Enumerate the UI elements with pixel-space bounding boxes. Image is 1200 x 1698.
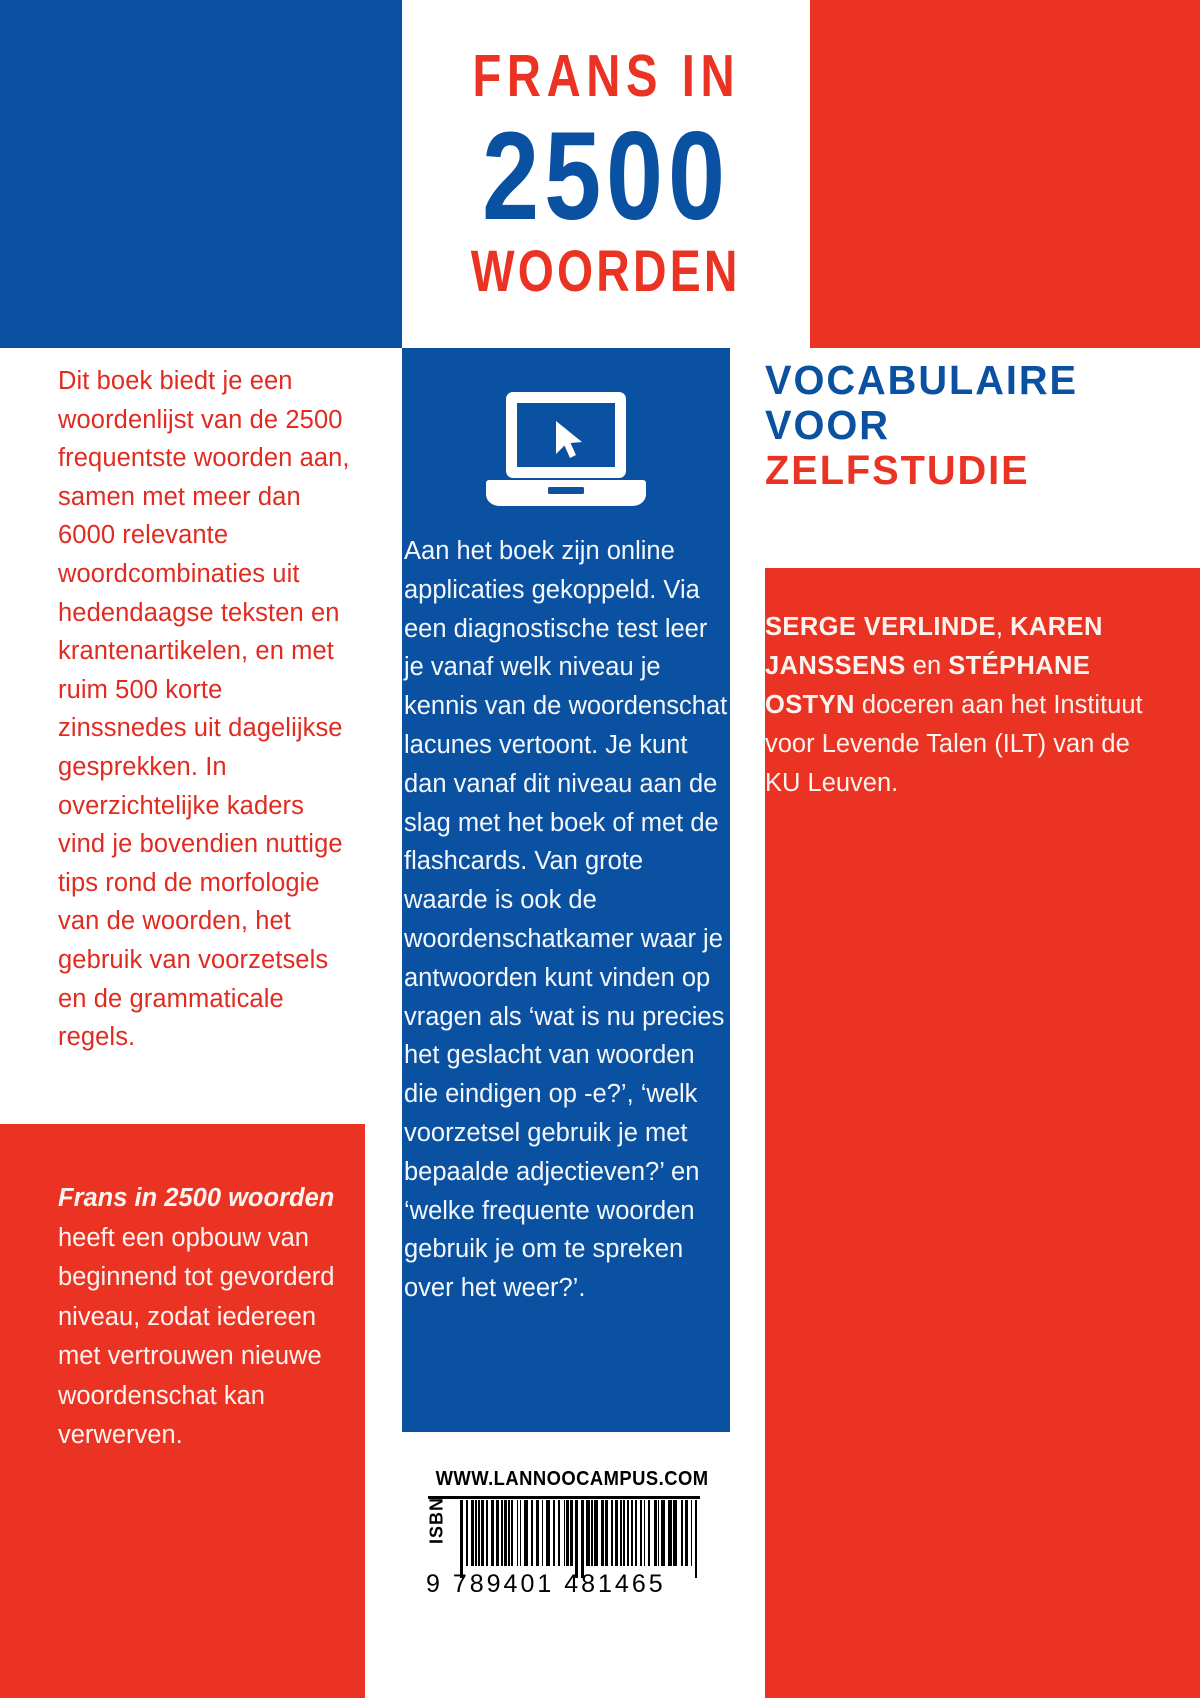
laptop-icon-container (402, 386, 730, 514)
subtitle-line-zelfstudie: ZELFSTUDIE (765, 447, 1030, 493)
subtitle-line-vocabulaire: VOCABULAIRE (765, 357, 1079, 403)
author-separator-2: en (905, 652, 949, 680)
author-name-karen-janssens: KAREN JANSSENS (765, 613, 1103, 680)
barcode-block (424, 1468, 714, 1598)
highlight-paragraph (58, 1179, 350, 1456)
book-title (402, 0, 810, 348)
title-line-frans-in: FRANS IN (472, 43, 740, 109)
barcode-area (402, 1432, 730, 1698)
right-column (765, 348, 1200, 1698)
barcode-bars (460, 1500, 700, 1578)
intro-paragraph: Dit boek biedt je een woordenlijst van de 2500 frequentste woorden aan, samen met meer dan 6000 relevante woordcombinaties uit hedendaagse teksten en krantenartikelen, en met ruim 500 korte zinssnedes uit dagelijkse gesprekken. In overzichtelijke kaders vind je bovendien nuttige tips rond de morfologie van de woorden, het gebruik van voorzetsels en de grammaticale regels. (58, 367, 350, 1052)
online-applications-paragraph: Aan het boek zijn online applicaties gekoppeld. Via een diagnostische test leer je vanaf welk niveau je kennis van de woordenschat lacunes vertoont. Je kunt dan vanaf dit niveau aan de slag met het boek of met de flashcards. Van grote waarde is ook de woordenschatkamer waar je antwoorden kunt vinden op vragen als ‘wat is nu precies het geslacht van woorden die eindigen op -e?’, ‘welk voorzetsel gebruik je met bepaalde adjectieven?’ en ‘welke frequente woorden gebruik je om te spreken over het weer?’. (404, 537, 728, 1303)
highlight-rest: heeft een opbouw van beginnend tot gevorderd niveau, zodat iedereen met vertrouwen nieuwe woordenschat kan verwerven. (58, 1223, 335, 1449)
header-blue-block (0, 0, 402, 348)
left-column (0, 348, 365, 1698)
author-separator-1: , (995, 613, 1003, 641)
barcode-top-rule (428, 1496, 700, 1499)
barcode-body (424, 1496, 714, 1598)
author-name-stephane-ostyn: STÉPHANE OSTYN (765, 652, 1091, 719)
author-name-serge-verlinde: SERGE VERLINDE (765, 613, 996, 641)
laptop-with-cursor-icon (478, 390, 654, 510)
middle-column (402, 348, 730, 1432)
authors-affiliation: doceren aan het Instituut voor Levende Talen (ILT) van de KU Leuven. (765, 691, 1143, 797)
isbn-digits: 9 789401 481465 (426, 1570, 666, 1598)
highlight-emphasis: Frans in 2500 woorden (58, 1184, 335, 1212)
authors-red-box (765, 568, 1200, 1698)
highlight-red-box (0, 1124, 365, 1698)
header-red-block (810, 0, 1200, 348)
header-tricolor-band (0, 0, 1200, 348)
publisher-url: WWW.LANNOOCAMPUS.COM (435, 1468, 709, 1490)
authors-paragraph (765, 608, 1165, 803)
title-line-2500: 2500 (482, 107, 730, 246)
subtitle-line-voor: VOOR (765, 402, 890, 448)
title-line-woorden: WOORDEN (471, 239, 741, 304)
subtitle-heading (765, 358, 1200, 493)
isbn-label: ISBN (426, 1497, 447, 1545)
